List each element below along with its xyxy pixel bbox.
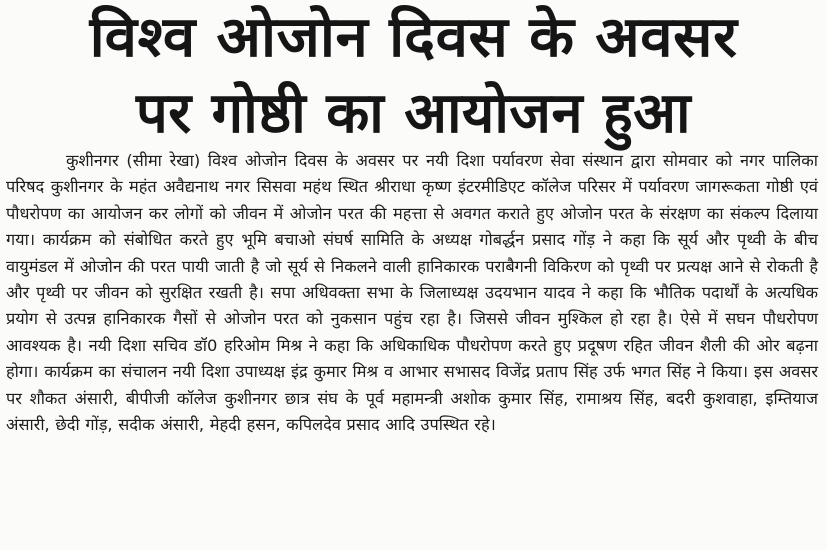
article-body: कुशीनगर (सीमा रेखा) विश्व ओजोन दिवस के अवसर पर नयी दिशा पर्यावरण सेवा संस्थान द्वारा सोमवार को नगर पालिका परिषद कुशीनगर के महंत अवैद्यनाथ नगर सिसवा महंथ स्थित श्रीराधा कृष्ण इंटरमीडिएट कॉलेज परिसर में पर्यावरण जागरूकता गोष्ठी एवं पौधरोपण का आयोजन कर लोगों को जीवन में ओजोन परत की महत्ता से अवगत कराते हुए ओजोन परत के संरक्षण का संकल्प दिलाया गया। कार्यक्रम को संबोधित करते हुए भूमि बचाओ संघर्ष सामिति के अध्यक्ष गोबर्द्धन प्रसाद गोंड़ ने कहा कि सूर्य और पृथ्वी के बीच वायुमंडल में ओजोन की परत पायी जाती है जो सूर्य से निकलने वाली हानिकारक पराबैगनी विकिरण को पृथ्वी पर प्रत्यक्ष आने से रोकती है और पृथ्वी पर जीवन को सुरक्षित रखती है। सपा अधिवक्ता सभा के जिलाध्यक्ष उदयभान यादव ने कहा कि भौतिक पदार्थों के अत्यधिक प्रयोग से उत्पन्न हानिकारक गैसों से ओजोन परत को नुकसान पहुंच रहा है। जिससे जीवन मुश्किल हो रहा है। ऐसे में सघन पौधरोपण आवश्यक है। नयी दिशा सचिव डॉ0 हरिओम मिश्र ने कहा कि अधिकाधिक पौधरोपण करते हुए प्रदूषण रहित जीवन शैली की ओर बढ़ना होगा। कार्यक्रम का संचालन नयी दिशा उपाध्यक्ष इंद्र कुमार मिश्र व आभार सभासद विजेंद्र प्रताप सिंह उर्फ भगत सिंह ने किया। इस अवसर पर शौकत अंसारी, बीपीजी कॉलेज कुशीनगर छात्र संघ के पूर्व महामन्त्री अशोक कुमार सिंह, रामाश्रय सिंह, बदरी कुशवाहा, इम्तियाज अंसारी, छेदी गोंड़, सदीक अंसारी, मेहदी हसन, कपिलदेव प्रसाद आदि उपस्थित रहे। [6,151,818,435]
headline-line-1: विश्व ओजोन दिवस के अवसर [89,5,738,70]
headline-line-2: पर गोष्ठी का आयोजन हुआ [135,81,692,146]
headline [0,2,827,150]
